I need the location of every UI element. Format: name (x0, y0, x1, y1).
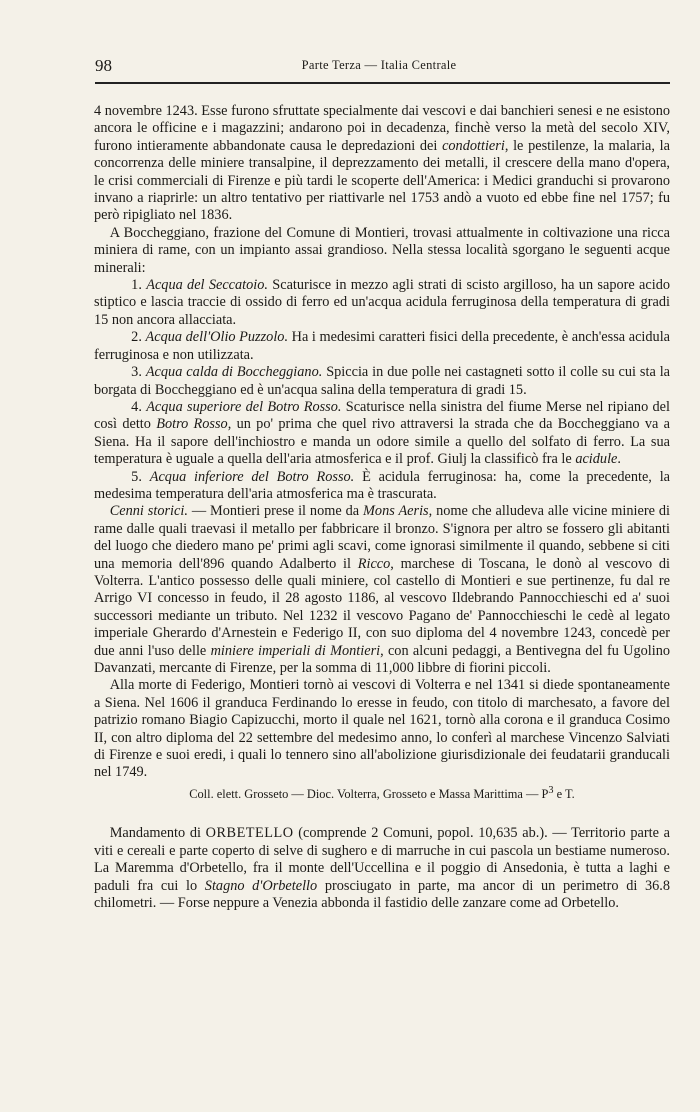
page-header (95, 56, 663, 78)
body-text (94, 103, 670, 912)
header-rule (95, 82, 670, 84)
paragraph-boccheggiano: A Boccheggiano, frazione del Comune di Montieri, trovasi attualmente in coltivazione una ricca miniera di rame, con un impianto assai grandioso. Nella stessa località sgorgano le seguenti acque minerali: (94, 224, 670, 276)
paragraph-orbetello: Mandamento di ORBETELLO (comprende 2 Comuni, popol. 10,635 ab.). — Territorio parte a viti e cereali e parte coperto di selve di sughero e di marruche in cui pascola un bestiame numeroso. La Maremma d'Orbetello, fra il monte dell'Uccellina e il poggio di Ansedonia, è tutta a laghi e paduli fra cui lo Stagno d'Orbetello prosciugato in parte, ma ancor di un perimetro di 36.8 chilometri. — Forse neppure a Venezia abbonda il fastidio delle zanzare come ad Orbetello. (94, 825, 670, 911)
list-item-olio-puzzolo: 2. Acqua dell'Olio Puzzolo. Ha i medesimi caratteri fisici della precedente, è anch'essa acidula ferruginosa e non utilizzata. (94, 329, 671, 363)
orbetello-heading: ORBETELLO (205, 825, 294, 842)
paragraph-mines-history: 4 novembre 1243. Esse furono sfruttate specialmente dai vescovi e dai banchieri senesi e ne esistono ancora le officine e i magazzini; andarono poi in decadenza, finchè verso la metà del secolo XIV, furono intieramente abbandonate causa le depredazioni dei condottieri, le pestilenze, la malaria, la concorrenza delle miniere transalpine, il deprezzamento dei metalli, il crescere della mano d'opera, le crisi commerciali di Firenze e più tardi le scoperte dell'America: i Medici granduchi si provarono invano a riaprirle: un altro tentativo per riattivarle nel 1753 andò a vuoto ed ebbe fine nel 1757; fu però ripigliato nel 1836. (94, 103, 670, 224)
jurisdiction-caption: Coll. elett. Grosseto — Dioc. Volterra, Grosseto e Massa Marittima — $P^3$ e T. (189, 784, 575, 801)
running-title: Parte Terza — Italia Centrale (301, 58, 457, 72)
paragraph-cenni-storici: Cenni storici. — Montieri prese il nome da Mons Aeris, nome che alludeva alle vicine miniere di rame dalle quali traevasi il metallo per fabbricare il bronzo. S'ignora per altro se fossero gli abitanti del luogo che diedero mano pe' primi agli scavi, come ignorasi similmente il quando, sebbene si citi una memoria dell'896 quando Adalberto il Ricco, marchese di Toscana, le donò al vescovo di Volterra. L'antico possesso delle quali miniere, col castello di Montieri e sue pertinenze, fu dal re Arrigo VI concesso in feudo, il 28 agosto 1186, al vescovo Ildebrando Pannocchieschi ed a' suoi successori mediante un tributo. Nel 1232 il vescovo Pagano de' Pannocchieschi le cedè al legato imperiale Gherardo d'Arnestein e Federigo II, con suo diploma del 4 novembre 1243, concedè per due anni l'uso delle miniere imperiali di Montieri, con alcuni pedaggi, a Bentivegna del fu Ugolino Davanzati, mercante di Firenze, per la somma di 11,000 libbre di fiorini piccoli. (94, 503, 670, 676)
paragraph-federigo: Alla morte di Federigo, Montieri tornò ai vescovi di Volterra e nel 1341 si diede spontaneamente a Siena. Nel 1606 il granduca Ferdinando lo eresse in feudo, con titolo di marchesato, a favore del patrizio romano Biagio Capizucchi, morto il quale nel 1621, tornò alla corona e il granduca Cosimo II, con altro diploma del 22 settembre del medesimo anno, lo conferì al marchese Vincenzo Salviati di Firenze e suoi eredi, i quali lo tennero sino all'abolizione giurisdizionale dei feudatarii granducali nel 1749. (94, 677, 670, 781)
list-item-botro-superiore: 4. Acqua superiore del Botro Rosso. Scaturisce nella sinistra del fiume Merse nel ripiano del così detto Botro Rosso, un po' prima che quel rivo attraversi la strada che da Boccheggiano va a Siena. Ha il sapore dell'inchiostro e manda un odore simile a quello del solfato di ferro. La sua temperatura è uguale a quella dell'aria atmosferica e il prof. Giulj la classificò fra le acidule. (94, 398, 671, 468)
list-item-acqua-calda: 3. Acqua calda di Boccheggiano. Spiccia in due polle nei castagneti sotto il colle su cui sta la borgata di Boccheggiano ed è un'acqua salina della temperatura di gradi 15. (94, 364, 671, 398)
page-number: 98 (95, 56, 112, 75)
list-item-seccatoio: 1. Acqua del Seccatoio. Scaturisce in mezzo agli strati di scisto argilloso, ha un sapore acido stiptico e lascia traccie di ossido di ferro ed un'acqua acidula ferruginosa della temperatura di gradi 15 non ancora allacciata. (94, 277, 671, 328)
section-gap (94, 803, 670, 825)
list-item-botro-inferiore: 5. Acqua inferiore del Botro Rosso. È acidula ferruginosa: ha, come la precedente, la medesima temperatura dell'aria atmosferica ma è trascurata. (94, 468, 671, 502)
